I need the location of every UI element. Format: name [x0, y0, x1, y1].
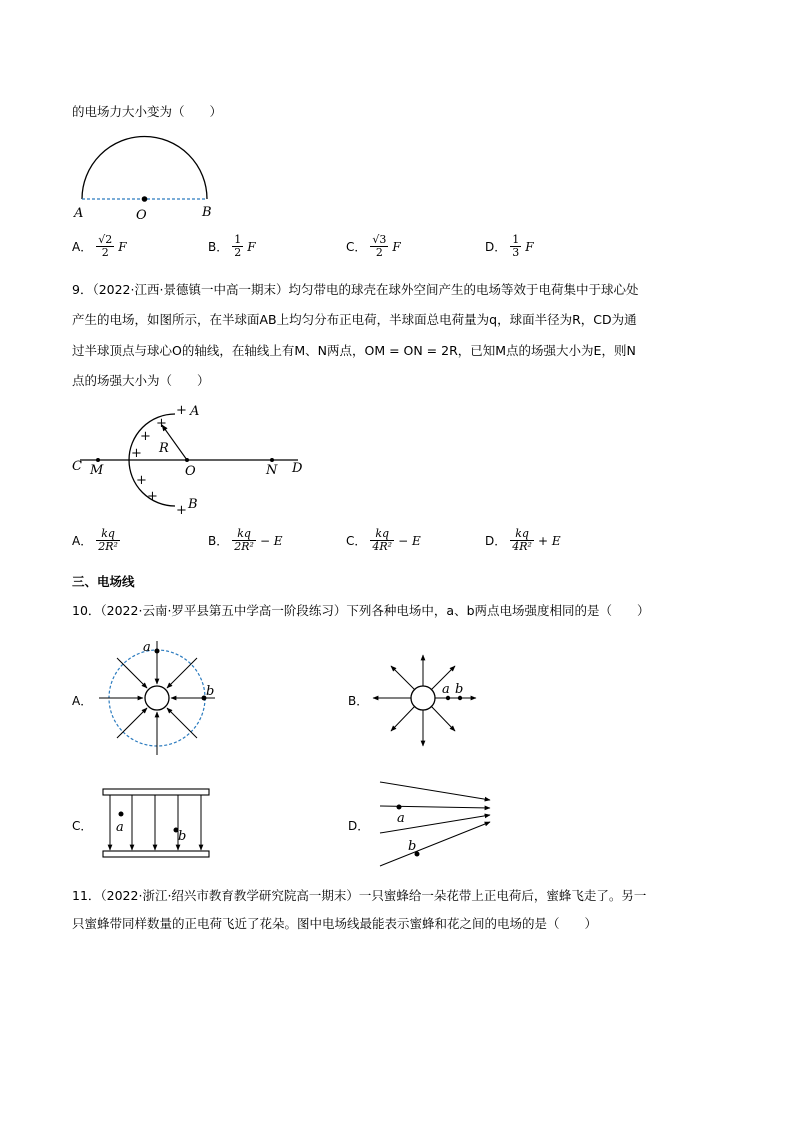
q9-stem-line-4: 点的场强大小为（ ）: [72, 373, 210, 388]
q9-stem-line-1: 9．（2022·江西·景德镇一中高一期末）均匀带电的球壳在球外空间产生的电场等效于电荷集中于球心处: [72, 282, 639, 297]
q10d-label-b: b: [408, 839, 417, 854]
q10a-label-b: b: [206, 684, 215, 699]
q10b-label-b: b: [455, 682, 464, 697]
q9-label-M: M: [90, 463, 104, 478]
q9-point-M: [96, 458, 100, 462]
q10c-label-a: a: [116, 820, 124, 835]
q10a-charge: [145, 686, 169, 710]
q10-figure-a[interactable]: [95, 637, 225, 762]
q11-stem-line-2: 只蜜蜂带同样数量的正电荷飞近了花朵。图中电场线最能表示蜜蜂和花之间的电场的是（ ）: [72, 916, 598, 931]
q8-semicircle-arc: [82, 137, 207, 200]
q9-point-N: [270, 458, 274, 462]
section-title: 三、电场线: [72, 574, 135, 589]
q9-option-d[interactable]: D． $\frac{kq}{\text{4R²}}$ + E: [485, 527, 561, 553]
q9-plus-5: +: [136, 473, 147, 488]
q9-label-C: C: [72, 459, 82, 474]
q8-option-d[interactable]: D． $\frac{1}{3}$ F: [485, 233, 534, 259]
q9-label-R: R: [159, 441, 169, 456]
q8-center-dot: [142, 196, 148, 202]
q9-plus-6: +: [147, 489, 158, 504]
q9-label-D: D: [292, 461, 303, 476]
q10c-label-b: b: [178, 829, 187, 844]
q9-stem-line-2: 产生的电场，如图所示，在半球面AB上均匀分布正电荷，半球面总电荷量为q，球面半径为R，CD为通: [72, 312, 637, 327]
q10d-label-a: a: [397, 811, 405, 826]
q8-stem-tail: 的电场力大小变为（ ）: [72, 104, 223, 119]
q9-label-A: A: [190, 404, 200, 419]
q9-label-O: O: [185, 464, 196, 479]
q10-option-b-label[interactable]: B．: [348, 694, 369, 708]
q9-plus-1: +: [176, 403, 187, 418]
q10a-point-a: [155, 649, 160, 654]
q10-option-d-label[interactable]: D．: [348, 819, 370, 833]
q9-stem-line-3: 过半球顶点与球心O的轴线，在轴线上有M、N两点，OM = ON = 2R，已知M点的场强大小为E，则N: [72, 343, 636, 358]
q10-figure-d[interactable]: [372, 778, 502, 873]
q10d-point-a: [397, 805, 402, 810]
q9-point-O: [185, 458, 189, 462]
q9-option-a[interactable]: A． $\frac{kq}{\text{2R²}}$: [72, 527, 118, 553]
q10-option-c-label[interactable]: C．: [72, 819, 93, 833]
q10b-label-a: a: [442, 682, 450, 697]
q8-label-O: O: [136, 208, 147, 223]
q9-plus-2: +: [156, 416, 167, 431]
q8-option-a[interactable]: A． $\frac{√2}{2}$ F: [72, 233, 127, 259]
q9-option-b[interactable]: B． $\frac{kq}{\text{2R²}}$ − E: [208, 527, 283, 553]
q10a-label-a: a: [143, 640, 151, 655]
q9-plus-7: +: [176, 503, 187, 518]
q10-option-a-label[interactable]: A．: [72, 694, 93, 708]
q8-label-A: A: [74, 206, 84, 221]
q8-label-B: B: [202, 205, 212, 220]
q10-stem: 10．（2022·云南·罗平县第五中学高一阶段练习）下列各种电场中，a、b两点电场强度相同的是（ ）: [72, 603, 650, 618]
q10c-plate-bottom: [103, 851, 209, 857]
q11-stem-line-1: 11．（2022·浙江·绍兴市教育教学研究院高一期末）一只蜜蜂给一朵花带上正电荷后，蜜蜂飞走了。另一: [72, 888, 647, 903]
q10-figure-b[interactable]: [368, 651, 483, 751]
q9-option-c[interactable]: C． $\frac{kq}{\text{4R²}}$ − E: [346, 527, 421, 553]
q8-option-c[interactable]: C． $\frac{√3}{2}$ F: [346, 233, 401, 259]
q10c-plate-top: [103, 789, 209, 795]
q8-semicircle-figure: [70, 135, 230, 225]
q9-plus-3: +: [140, 429, 151, 444]
q8-option-b[interactable]: B． $\frac{1}{2}$ F: [208, 233, 256, 259]
q9-label-N: N: [266, 463, 278, 478]
q9-plus-4: +: [131, 446, 142, 461]
q9-label-B: B: [188, 497, 198, 512]
q9-hemisphere-figure: [70, 400, 320, 520]
q10-figure-c[interactable]: [100, 786, 215, 861]
q10c-point-a: [119, 812, 124, 817]
